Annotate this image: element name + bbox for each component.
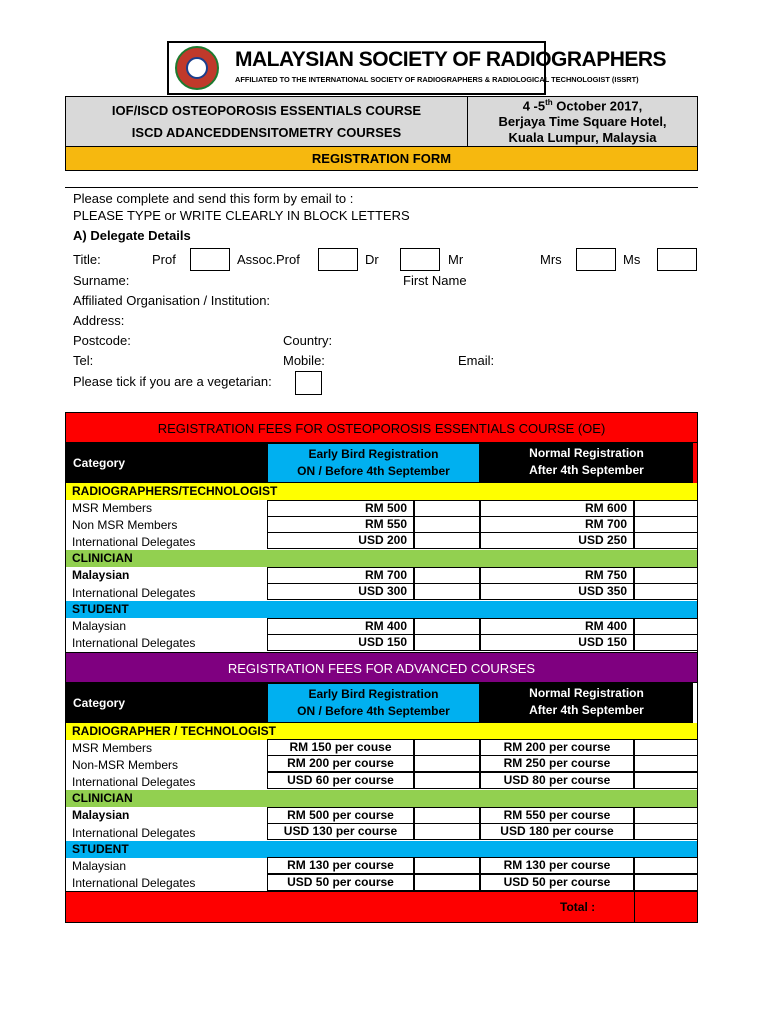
- adv-early-select-box[interactable]: [414, 807, 480, 824]
- adv-row-label: MSR Members: [72, 741, 153, 755]
- oe-normal-fee: USD 350: [480, 583, 634, 600]
- title-assoc-prof-checkbox[interactable]: [318, 248, 358, 271]
- title-prof-checkbox[interactable]: [190, 248, 230, 271]
- mobile-label: Mobile:: [283, 353, 325, 368]
- course-title-2: ISCD ADANCEDDENSITOMETRY COURSES: [131, 125, 402, 140]
- oe-early-select-box[interactable]: [414, 583, 480, 600]
- oe-row-label: International Delegates: [72, 636, 196, 650]
- adv-early-fee: RM 150 per couse: [267, 739, 414, 756]
- adv-early-bird-header: Early Bird Registration ON / Before 4th September: [267, 683, 480, 723]
- adv-early-fee: USD 130 per course: [267, 823, 414, 840]
- adv-row-label: Non-MSR Members: [72, 758, 179, 772]
- oe-normal-fee: USD 150: [480, 634, 634, 651]
- title-option-ms-label: Ms: [623, 252, 641, 267]
- divider: [65, 187, 698, 188]
- adv-normal-fee: RM 200 per course: [480, 739, 634, 756]
- table-left-border: [65, 412, 66, 923]
- adv-early-fee: RM 130 per course: [267, 857, 414, 874]
- adv-early-fee: RM 500 per course: [267, 807, 414, 824]
- oe-normal-fee: USD 250: [480, 532, 634, 549]
- address-label: Address:: [73, 313, 125, 328]
- adv-early-fee: RM 200 per course: [267, 755, 414, 772]
- adv-row-label: International Delegates: [72, 876, 196, 890]
- intro-block-letters: PLEASE TYPE or WRITE CLEARLY IN BLOCK LETTERS: [73, 208, 410, 223]
- adv-early-select-box[interactable]: [414, 874, 480, 891]
- title-label: Title:: [73, 252, 101, 267]
- adv-normal-select-box[interactable]: [634, 755, 698, 772]
- oe-early-fee: USD 300: [267, 583, 414, 600]
- adv-normal-fee: RM 250 per course: [480, 755, 634, 772]
- adv-early-select-box[interactable]: [414, 755, 480, 772]
- adv-row-label: International Delegates: [72, 826, 196, 840]
- adv-band-radiographer: RADIOGRAPHER / TECHNOLOGIST: [65, 723, 698, 740]
- oe-band-radiographers: RADIOGRAPHERS/TECHNOLOGIST: [65, 483, 698, 500]
- adv-early-fee: USD 50 per course: [267, 874, 414, 891]
- country-label: Country:: [283, 333, 333, 348]
- adv-normal-select-box[interactable]: [634, 874, 698, 891]
- oe-early-fee: RM 500: [267, 500, 414, 517]
- title-option-mrs-label: Mrs: [540, 252, 562, 267]
- society-affiliation: AFFILIATED TO THE INTERNATIONAL SOCIETY OF RADIOGRAPHERS & RADIOLOGICAL TECHNOLOGIST (ISSRT): [235, 75, 639, 84]
- adv-normal-header: Normal Registration After 4th September: [480, 683, 693, 723]
- oe-row-label: MSR Members: [72, 501, 153, 515]
- course-title-1: IOF/ISCD OSTEOPOROSIS ESSENTIALS COURSE: [111, 103, 422, 118]
- adv-early-select-box[interactable]: [414, 823, 480, 840]
- oe-row-label: Non MSR Members: [72, 518, 178, 532]
- section-heading: A) Delegate Details: [73, 228, 191, 243]
- vegetarian-checkbox[interactable]: [295, 371, 322, 395]
- oe-band-clinician: CLINICIAN: [65, 550, 698, 567]
- adv-normal-fee: RM 130 per course: [480, 857, 634, 874]
- title-dr-checkbox[interactable]: [400, 248, 440, 271]
- oe-row-label: Malaysian: [72, 619, 127, 633]
- title-option-assoc-prof-label: Assoc.Prof: [237, 252, 300, 267]
- society-emblem-icon: [175, 46, 219, 90]
- oe-normal-select-box[interactable]: [634, 532, 698, 549]
- oe-normal-fee: RM 600: [480, 500, 634, 517]
- oe-early-select-box[interactable]: [414, 634, 480, 651]
- oe-normal-fee: RM 750: [480, 567, 634, 584]
- oe-row-label: International Delegates: [72, 535, 196, 549]
- adv-normal-select-box[interactable]: [634, 807, 698, 824]
- title-option-mr-label: Mr: [448, 252, 464, 267]
- adv-row-label: Malaysian: [72, 808, 130, 822]
- oe-normal-select-box[interactable]: [634, 634, 698, 651]
- oe-early-fee: RM 550: [267, 516, 414, 533]
- adv-normal-select-box[interactable]: [634, 739, 698, 756]
- title-mrs-checkbox[interactable]: [576, 248, 616, 271]
- oe-early-bird-header: Early Bird Registration ON / Before 4th September: [267, 443, 480, 483]
- adv-band-clinician: CLINICIAN: [65, 790, 698, 807]
- event-city: Kuala Lumpur, Malaysia: [508, 130, 657, 145]
- oe-band-student: STUDENT: [65, 601, 698, 618]
- oe-normal-select-box[interactable]: [634, 500, 698, 517]
- adv-early-select-box[interactable]: [414, 772, 480, 789]
- adv-row-label: Malaysian: [72, 859, 127, 873]
- adv-normal-fee: RM 550 per course: [480, 807, 634, 824]
- oe-early-select-box[interactable]: [414, 567, 480, 584]
- surname-label: Surname:: [73, 273, 130, 288]
- oe-early-fee: RM 400: [267, 618, 414, 635]
- event-details: [468, 96, 698, 147]
- oe-early-select-box[interactable]: [414, 618, 480, 635]
- oe-category-header: Category: [65, 443, 267, 483]
- oe-normal-header: Normal Registration After 4th September: [480, 443, 693, 483]
- oe-row-label: Malaysian: [72, 568, 130, 582]
- adv-normal-select-box[interactable]: [634, 857, 698, 874]
- oe-normal-select-box[interactable]: [634, 618, 698, 635]
- table-right-border: [697, 412, 698, 923]
- registration-form-title: REGISTRATION FORM: [65, 147, 698, 171]
- oe-early-select-box[interactable]: [414, 516, 480, 533]
- total-bar: [65, 891, 698, 923]
- event-venue: Berjaya Time Square Hotel,: [498, 114, 667, 129]
- postcode-label: Postcode:: [73, 333, 131, 348]
- adv-row-label: International Delegates: [72, 775, 196, 789]
- oe-early-select-box[interactable]: [414, 500, 480, 517]
- adv-normal-fee: USD 180 per course: [480, 823, 634, 840]
- adv-early-fee: USD 60 per course: [267, 772, 414, 789]
- oe-early-fee: RM 700: [267, 567, 414, 584]
- oe-row-label: International Delegates: [72, 586, 196, 600]
- first-name-label: First Name: [403, 273, 467, 288]
- oe-normal-select-box[interactable]: [634, 516, 698, 533]
- adv-normal-fee: USD 50 per course: [480, 874, 634, 891]
- total-amount-box[interactable]: [634, 891, 698, 923]
- email-label: Email:: [458, 353, 495, 368]
- oe-normal-fee: RM 400: [480, 618, 634, 635]
- title-ms-checkbox[interactable]: [657, 248, 697, 271]
- affiliation-label: Affiliated Organisation / Institution:: [73, 293, 271, 308]
- oe-early-fee: USD 200: [267, 532, 414, 549]
- society-name: MALAYSIAN SOCIETY OF RADIOGRAPHERS: [235, 48, 667, 71]
- event-date: 4 -5th October 2017,: [522, 98, 643, 114]
- adv-band-student: STUDENT: [65, 841, 698, 858]
- vegetarian-label: Please tick if you are a vegetarian:: [73, 374, 272, 389]
- adv-normal-fee: USD 80 per course: [480, 772, 634, 789]
- tel-label: Tel:: [73, 353, 94, 368]
- course-header: [65, 96, 468, 147]
- intro-instruction: Please complete and send this form by email to :: [73, 191, 354, 206]
- adv-normal-select-box[interactable]: [634, 823, 698, 840]
- adv-normal-select-box[interactable]: [634, 772, 698, 789]
- oe-normal-select-box[interactable]: [634, 567, 698, 584]
- title-option-prof-label: Prof: [152, 252, 176, 267]
- total-label: Total :: [560, 900, 596, 914]
- oe-early-select-box[interactable]: [414, 532, 480, 549]
- oe-normal-fee: RM 700: [480, 516, 634, 533]
- society-logo-banner: [167, 41, 667, 95]
- title-option-dr-label: Dr: [365, 252, 379, 267]
- oe-early-fee: USD 150: [267, 634, 414, 651]
- oe-fees-title: REGISTRATION FEES FOR OSTEOPOROSIS ESSENTIALS COURSE (OE): [65, 412, 698, 443]
- adv-early-select-box[interactable]: [414, 857, 480, 874]
- adv-category-header: Category: [65, 683, 267, 723]
- adv-early-select-box[interactable]: [414, 739, 480, 756]
- adv-fees-title: REGISTRATION FEES FOR ADVANCED COURSES: [65, 652, 698, 683]
- oe-normal-select-box[interactable]: [634, 583, 698, 600]
